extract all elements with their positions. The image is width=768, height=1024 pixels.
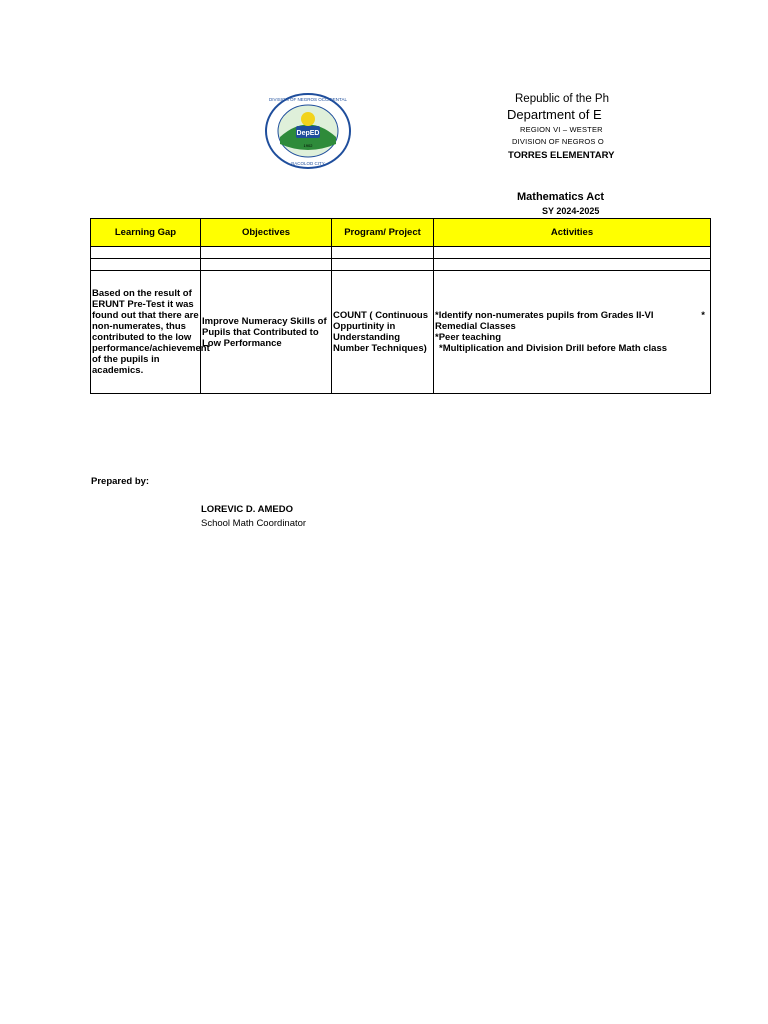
svg-text:1902: 1902	[303, 143, 313, 148]
table-header-row	[91, 219, 711, 247]
table-row	[91, 271, 711, 394]
activity-line: *	[701, 310, 705, 321]
column-header-learning-gap: Learning Gap	[91, 219, 201, 247]
prepared-by-label: Prepared by:	[91, 476, 150, 487]
activities-cell	[434, 271, 711, 394]
preparer-name: LOREVIC D. AMEDO	[201, 504, 294, 515]
plan-title: Mathematics Act	[517, 191, 605, 203]
table-row-empty	[91, 259, 711, 271]
learning-gap-cell: Based on the result of ERUNT Pre-Test it was found out that there are non-numerates, thus contributed to the low performance/achievement of the pupils in academics.	[91, 271, 201, 394]
column-header-program: Program/ Project	[332, 219, 434, 247]
table-cell	[91, 247, 201, 259]
svg-text:BACOLOD CITY: BACOLOD CITY	[291, 161, 325, 166]
activity-line: Remedial Classes	[435, 321, 516, 332]
table-cell	[434, 259, 711, 271]
activity-line: *Peer teaching	[435, 332, 501, 343]
action-plan-table	[90, 218, 711, 394]
program-cell: COUNT ( Continuous Oppurtinity in Understanding Number Techniques)	[332, 271, 434, 394]
table-cell	[91, 259, 201, 271]
column-header-activities: Activities	[434, 219, 711, 247]
department-heading: Department of E	[507, 107, 602, 122]
region-heading: REGION VI – WESTER	[520, 125, 603, 134]
table-cell	[201, 247, 332, 259]
school-year: SY 2024-2025	[542, 206, 600, 216]
division-heading: DIVISION OF NEGROS O	[512, 137, 604, 146]
table-cell	[332, 247, 434, 259]
republic-heading: Republic of the Ph	[515, 93, 609, 105]
deped-division-seal-logo	[264, 92, 352, 170]
column-header-objectives: Objectives	[201, 219, 332, 247]
activity-line: *Identify non-numerates pupils from Grades II-VI	[435, 310, 654, 321]
activity-line: *Multiplication and Division Drill before Math class	[439, 343, 668, 354]
table-cell	[201, 259, 332, 271]
table-cell	[332, 259, 434, 271]
objectives-cell: Improve Numeracy Skills of Pupils that Contributed to Low Performance	[201, 271, 332, 394]
table-cell	[434, 247, 711, 259]
table-row-empty	[91, 247, 711, 259]
svg-text:DepED: DepED	[296, 130, 320, 137]
preparer-role: School Math Coordinator	[201, 518, 307, 529]
svg-text:DIVISION OF NEGROS OCCIDENTAL: DIVISION OF NEGROS OCCIDENTAL	[269, 97, 347, 102]
school-name: TORRES ELEMENTARY	[508, 150, 615, 161]
